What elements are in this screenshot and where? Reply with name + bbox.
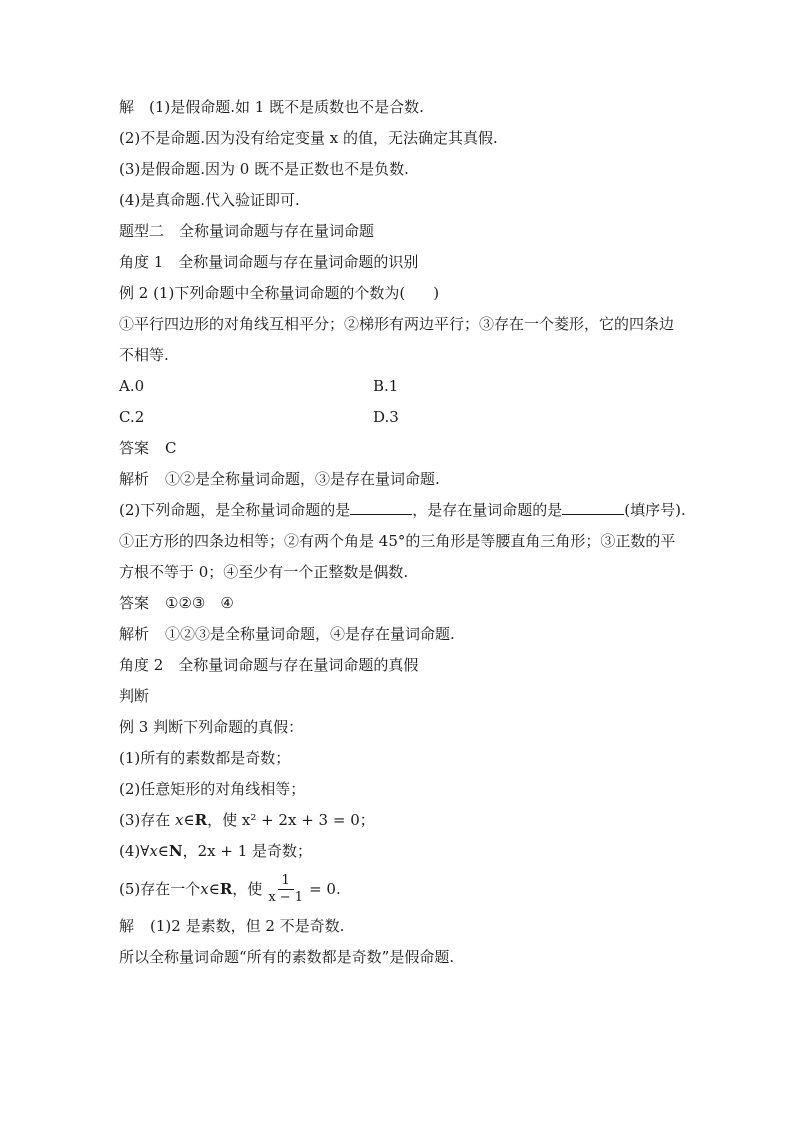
solution-text: (1)2 是素数，但 2 不是奇数. (150, 917, 345, 935)
p3-equation: x² + 2x + 3 = 0； (241, 811, 375, 829)
solution-line-1: 解 (1)是假命题.如 1 既不是质数也不是合数. (119, 98, 424, 116)
p4-var: x (149, 842, 158, 860)
solution-3-line-1 (119, 911, 679, 942)
p5-var: x (200, 879, 209, 898)
p4-set: N (168, 842, 183, 860)
explanation-2 (119, 619, 679, 650)
proposition-4 (119, 836, 679, 867)
proposition-1: (1)所有的素数都是奇数； (119, 749, 291, 767)
question-2-statements: ①正方形的四条边相等；②有两个角是 45°的三角形是等腰直角三角形；③正数的平方根不等于 0；④至少有一个正整数是偶数. (119, 532, 676, 581)
solution-line-2: (2)不是命题.因为没有给定变量 x 的值，无法确定其真假. (119, 129, 498, 147)
proposition-5 (119, 867, 679, 911)
example-2-question (119, 278, 679, 309)
p4-prefix: (4)∀ (119, 842, 150, 860)
subsection-heading-1: 角度 1 全称量词命题与存在量词命题的识别 (119, 253, 419, 271)
explanation-1 (119, 464, 679, 495)
answer-value: ①②③ ④ (165, 594, 234, 612)
p3-set: R (194, 811, 208, 829)
fraction (264, 873, 307, 906)
p3-var: x (175, 811, 184, 829)
answer-1 (119, 433, 679, 464)
p3-prefix: (3)存在 (119, 811, 176, 829)
choice-d: D.3 (373, 408, 399, 426)
solution-line-4: (4)是真命题.代入验证即可. (119, 191, 300, 209)
example-3-title: 例 3 判断下列命题的真假： (119, 718, 304, 736)
explanation-label: 解析 (119, 625, 150, 643)
p3-mid: ，使 (207, 811, 242, 829)
example-2-statements: ①平行四边形的对角线互相平分；②梯形有两边平行；③存在一个菱形，它的四条边不相等. (119, 315, 675, 364)
example-2-paren-close: ) (433, 284, 440, 302)
explanation-text: ①②是全称量词命题，③是存在量词命题. (165, 470, 440, 488)
p4-rest: ，2x + 1 是奇数； (182, 842, 313, 860)
p4-in: ∈ (157, 842, 169, 860)
example-2-text: 例 2 (1)下列命题中全称量词命题的个数为( (119, 284, 406, 302)
choices-row-1 (119, 371, 679, 402)
solution-line-3: (3)是假命题.因为 0 既不是正数也不是负数. (119, 160, 409, 178)
choice-a: A.0 (119, 377, 145, 395)
answer-2 (119, 588, 679, 619)
p3-in: ∈ (183, 811, 195, 829)
choices-row-2 (119, 402, 679, 433)
subsection-heading-2: 角度 2 全称量词命题与存在量词命题的真假 (119, 656, 419, 674)
explanation-text: ①②③是全称量词命题，④是存在量词命题. (165, 625, 455, 643)
answer-label: 答案 (119, 439, 150, 457)
question-2-part-c: (填序号). (624, 501, 686, 519)
p5-in: ∈ (208, 879, 220, 898)
proposition-3 (119, 805, 679, 836)
solution-label: 解 (119, 917, 135, 935)
section-heading: 题型二 全称量词命题与存在量词命题 (119, 222, 375, 240)
answer-label: 答案 (119, 594, 150, 612)
explanation-label: 解析 (119, 470, 150, 488)
fraction-denominator: x − 1 (268, 889, 304, 905)
choice-b: B.1 (373, 377, 399, 395)
p5-prefix: (5)存在一个 (119, 879, 201, 898)
subsection-heading-2-cont: 判断 (119, 687, 150, 705)
question-2-part-b: ，是存在量词命题的是 (412, 501, 563, 519)
question-2 (119, 495, 686, 526)
question-2-part-a: (2)下列命题，是全称量词命题的是 (119, 501, 351, 519)
answer-blank-2 (562, 496, 624, 515)
choice-c: C.2 (119, 408, 145, 426)
proposition-2: (2)任意矩形的对角线相等； (119, 780, 306, 798)
answer-blank-1 (350, 496, 412, 515)
p5-end: = 0. (309, 879, 341, 898)
solution-3-line-2: 所以全称量词命题“所有的素数都是奇数”是假命题. (119, 948, 455, 966)
document-page (119, 92, 686, 973)
p5-set: R (219, 879, 233, 898)
answer-value: C (165, 439, 177, 457)
p5-mid: ，使 (232, 879, 263, 898)
fraction-numerator: 1 (278, 873, 294, 890)
